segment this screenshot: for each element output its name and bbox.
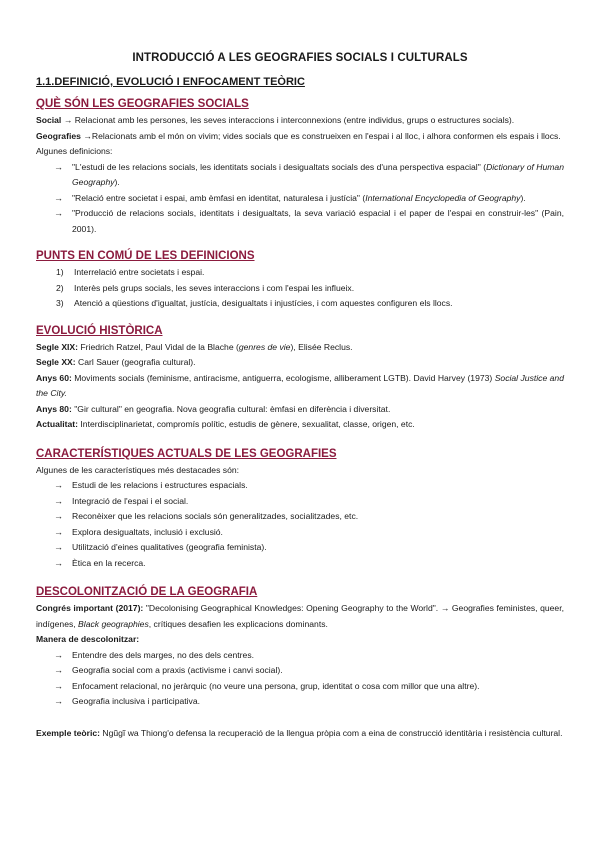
- arrow-icon: →: [54, 557, 63, 568]
- arrow-icon: →: [54, 161, 63, 172]
- list-item: → Utilització d'eines qualitatives (geografia feminista).: [60, 540, 564, 556]
- arrow-icon: →: [54, 480, 63, 490]
- term-geografies: Geografies: [36, 130, 81, 141]
- definitions-intro: Algunes definicions:: [36, 146, 113, 156]
- list-item: 1) Interrelació entre societats i espai.: [56, 267, 205, 277]
- term-social: Social: [36, 115, 62, 125]
- section-heading: CARACTERÍSTIQUES ACTUALS DE LES GEOGRAFIES: [36, 447, 337, 460]
- arrow-icon: →: [54, 696, 63, 706]
- characteristics-list: [36, 478, 564, 571]
- section-subtitle: 1.1.DEFINICIÓ, EVOLUCIÓ I ENFOCAMENT TEÒRIC: [36, 76, 305, 88]
- arrow-icon: →: [54, 680, 63, 691]
- list-item: → "Producció de relacions socials, identitats i desigualtats, la seva variació espacial i el paper de l'espai en construir-les" (Pain, 2001).: [54, 208, 564, 234]
- arrow-icon: →: [54, 665, 63, 675]
- section-que-son: [36, 98, 564, 237]
- document-title: INTRODUCCIÓ A LES GEOGRAFIES SOCIALS I CULTURALS: [132, 52, 468, 64]
- manera-label: Manera de descolonitzar:: [36, 634, 140, 644]
- section-heading: PUNTS EN COMÚ DE LES DEFINICIONS: [36, 250, 255, 262]
- list-item: → Entendre des dels marges, no des dels centres.: [60, 648, 564, 664]
- characteristics-intro: Algunes de les característiques més destacades són:: [36, 464, 240, 475]
- arrow-icon: →: [54, 495, 63, 506]
- congress-paragraph: Congrés important (2017): "Decolonising Geographical Knowledges: Opening Geography to the World". → Geografies feministes, queer, indígenes, Black geographies, crítiques desafien les explicacions dominants.: [36, 603, 564, 629]
- arrow-icon: →: [54, 526, 63, 537]
- period-60s: Anys 60: Moviments socials (feminisme, antiracisme, antiguerra, ecologisme, alliberament LGTB). David Harvey (1973) Social Justice and the City.: [36, 372, 564, 398]
- example-paragraph: Exemple teòric: Ngũgĩ wa Thiong'o defensa la recuperació de la llengua pròpia com a eina de construcció identitària i resistència cultural.: [36, 727, 563, 738]
- arrow-icon: →: [54, 649, 63, 660]
- list-item: → Reconèixer que les relacions socials són generalitzades, socialitzades, etc.: [60, 509, 564, 525]
- definition-geografies: [36, 129, 564, 145]
- list-item: → Geografia social com a praxis (activisme i canvi social).: [60, 663, 564, 679]
- section-evolucio: [36, 325, 564, 433]
- list-item: 2) Interès pels grups socials, les seves interaccions i com l'espai les influeix.: [56, 282, 355, 293]
- list-item: → Geografia inclusiva i participativa.: [60, 694, 564, 710]
- text-geografies: →Relacionats amb el món on vivim; vides socials que es construeixen en l'espai i al lloc, i alhora conformen els espais i llocs.: [80, 130, 561, 141]
- text-social: → Relacionat amb les persones, les seves interaccions i interconnexions (entre individus, grups o estructures socials).: [61, 115, 515, 125]
- list-item: → Explora desigualtats, inclusió i exclusió.: [60, 525, 564, 541]
- section-heading: DESCOLONITZACIÓ DE LA GEOGRAFIA: [36, 586, 258, 598]
- list-item: → Enfocament relacional, no jeràrquic (no veure una persona, grup, identitat o cosa com millor que una altre).: [60, 679, 564, 695]
- list-item: → Integració de l'espai i el social.: [60, 494, 564, 510]
- list-item: 3) Atenció a qüestions d'igualtat, justícia, desigualtats i injustícies, i com aquestes configuren els llocs.: [56, 298, 453, 308]
- arrow-icon: →: [54, 511, 63, 521]
- common-points-list: [36, 265, 564, 312]
- section-heading: EVOLUCIÓ HISTÒRICA: [36, 324, 163, 337]
- definitions-list: [36, 160, 564, 238]
- list-item: → "L'estudi de les relacions socials, les identitats socials i desigualtats socials des d'una perspectiva espacial" (Dictionary of Human Geography).: [54, 161, 564, 187]
- arrow-icon: →: [54, 542, 63, 552]
- list-item: → "Relació entre societat i espai, amb èmfasi en identitat, naturalesa i justícia" (International Encyclopedia of Geography).: [60, 191, 564, 207]
- section-punts-en-comu: [36, 250, 564, 312]
- section-caracteristiques: [36, 448, 564, 572]
- list-item: → Estudi de les relacions i estructures espacials.: [60, 478, 564, 494]
- definition-social: [36, 113, 564, 129]
- period-actualitat: Actualitat: Interdisciplinarietat, compromís polític, estudis de gènere, sexualitat, classe, origen, etc.: [36, 419, 415, 429]
- section-descolonitzacio: [36, 586, 564, 741]
- arrow-icon: →: [54, 192, 63, 203]
- period-xix: Segle XIX: Friedrich Ratzel, Paul Vidal de la Blache (genres de vie), Elisée Reclus.: [36, 341, 353, 352]
- arrow-icon: →: [54, 208, 63, 218]
- period-xx: Segle XX: Carl Sauer (geografia cultural).: [36, 357, 196, 367]
- period-80s: Anys 80: "Gir cultural" en geografia. Nova geografia cultural: èmfasi en diferència i diversitat.: [36, 403, 391, 414]
- list-item: → Ètica en la recerca.: [60, 556, 564, 572]
- section-heading: QUÈ SÓN LES GEOGRAFIES SOCIALS: [36, 98, 249, 110]
- decolonize-list: [36, 648, 564, 710]
